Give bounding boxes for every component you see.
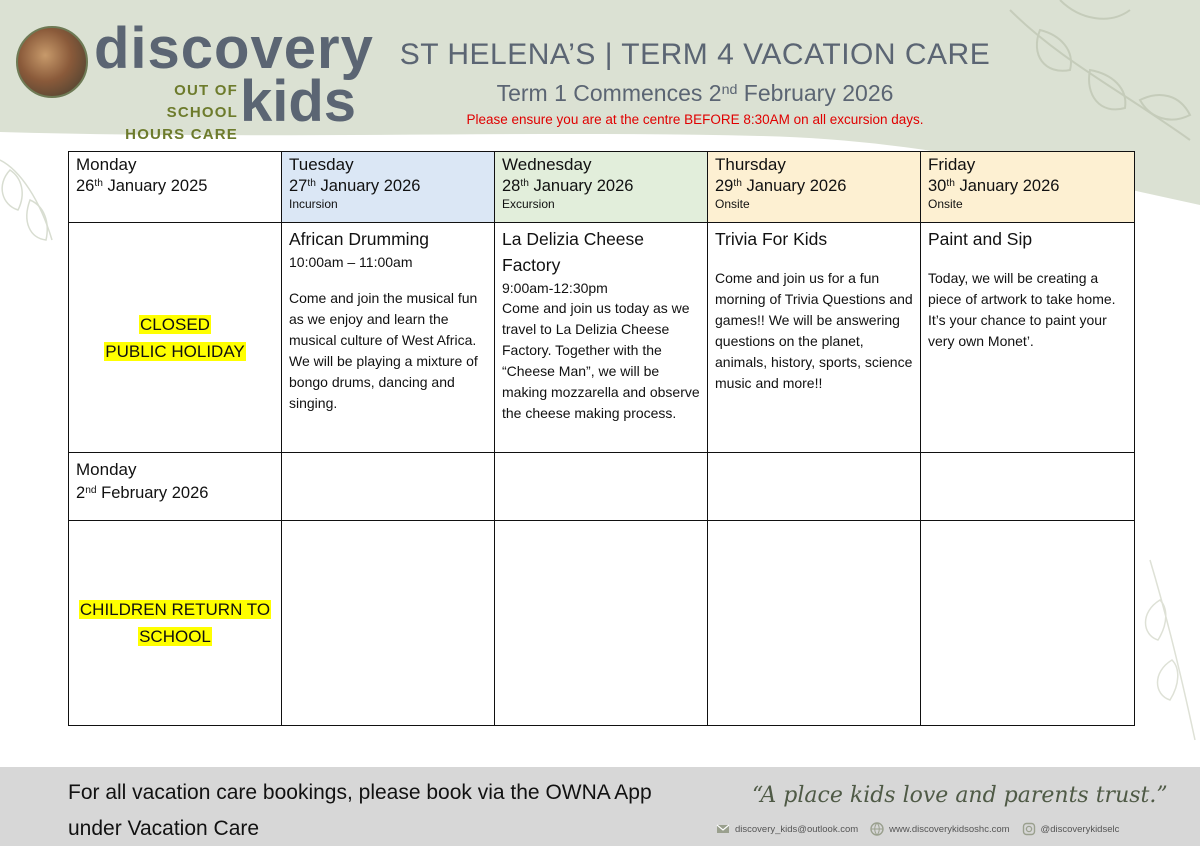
instagram-contact[interactable]: [1022, 822, 1120, 836]
logo-child-photo: [16, 26, 88, 98]
empty-cell: [282, 521, 495, 726]
logo-brand-top: discovery: [94, 16, 374, 81]
activity-time: 10:00am – 11:00am: [289, 254, 413, 270]
thursday-activity-cell: [708, 223, 921, 453]
activity-description: Come and join the musical fun as we enjoy and learn the musical culture of West Africa. We will be playing a mixture of bongo drums, dancing and singing.: [289, 290, 478, 411]
day-header-thursday: Thursday 29th January 2026 Onsite: [708, 152, 921, 223]
activity-description: Come and join us for a fun morning of Trivia Questions and games!! We will be answering questions on the planet, animals, history, sports, science music and more!!: [715, 270, 913, 391]
children-return-cell: [69, 521, 282, 726]
return-to-school-label-line2: SCHOOL: [139, 627, 211, 646]
vacation-care-schedule: [68, 151, 1135, 726]
booking-instructions: For all vacation care bookings, please book via the OWNA App under Vacation Care: [68, 781, 652, 840]
email-text: discovery_kids@outlook.com: [735, 823, 859, 835]
activity-time: 9:00am-12:30pm: [502, 280, 608, 296]
activity-description: Today, we will be creating a piece of artwork to take home. It’s your chance to paint your very own Monet’.: [928, 270, 1116, 349]
week2-activity-row: [69, 521, 1135, 726]
closed-label: CLOSED: [140, 314, 210, 334]
website-contact[interactable]: [870, 822, 1009, 836]
activity-title: Trivia For Kids: [715, 229, 828, 249]
public-holiday-label: PUBLIC HOLIDAY: [105, 341, 245, 361]
discovery-kids-logo: [14, 16, 374, 143]
activity-title: La Delizia Cheese Factory: [502, 229, 645, 275]
empty-cell: [921, 453, 1135, 521]
activity-type-tag: Incursion: [289, 197, 338, 211]
website-text: www.discoverykidsoshc.com: [889, 823, 1010, 835]
empty-cell: [495, 453, 708, 521]
tagline: “A place kids love and parents trust.”: [752, 783, 1168, 808]
monday-closed-cell: [69, 223, 282, 453]
empty-cell: [921, 521, 1135, 726]
activity-type-tag: Onsite: [928, 197, 963, 211]
term-commencement: Term 1 Commences 2nd February 2026: [496, 80, 894, 106]
activity-type-tag: Onsite: [715, 197, 750, 211]
week2-header-row: [69, 453, 1135, 521]
instagram-icon: [1022, 822, 1036, 836]
activity-title: Paint and Sip: [928, 229, 1033, 249]
day-header-monday: Monday 26th January 2025: [69, 152, 282, 223]
email-contact[interactable]: [716, 822, 858, 836]
empty-cell: [708, 521, 921, 726]
email-icon: [716, 822, 730, 836]
empty-cell: [495, 521, 708, 726]
empty-cell: [708, 453, 921, 521]
activity-description: Come and join us today as we travel to La Delizia Cheese Factory. Together with the “Cheese Man”, we will be making mozzarella and observe the cheese making process.: [502, 300, 700, 421]
wednesday-activity-cell: [495, 223, 708, 453]
schedule-header-row: [69, 152, 1135, 223]
friday-activity-cell: [921, 223, 1135, 453]
tuesday-activity-cell: [282, 223, 495, 453]
day-header-tuesday: Tuesday 27th January 2026 Incursion: [282, 152, 495, 223]
logo-brand-subtitle: OUT OF SCHOOL HOURS CARE: [125, 82, 238, 143]
logo-brand-bottom: kids: [240, 69, 357, 134]
day-header-friday: Friday 30th January 2026 Onsite: [921, 152, 1135, 223]
activity-type-tag: Excursion: [502, 197, 555, 211]
activity-title: African Drumming: [289, 229, 430, 249]
globe-icon: [870, 822, 884, 836]
footer: [0, 767, 1200, 846]
page-title: ST HELENA’S | TERM 4 VACATION CARE: [399, 38, 991, 71]
week1-activity-row: [69, 223, 1135, 453]
contact-details: [716, 822, 1196, 836]
excursion-warning: Please ensure you are at the centre BEFORE 8:30AM on all excursion days.: [466, 112, 924, 127]
day-header-wednesday: Wednesday 28th January 2026 Excursion: [495, 152, 708, 223]
instagram-text: @discoverykidselc: [1040, 823, 1120, 835]
empty-cell: [282, 453, 495, 521]
week2-monday-header: Monday 2nd February 2026: [69, 453, 282, 521]
return-to-school-label: CHILDREN RETURN TO: [79, 600, 271, 619]
